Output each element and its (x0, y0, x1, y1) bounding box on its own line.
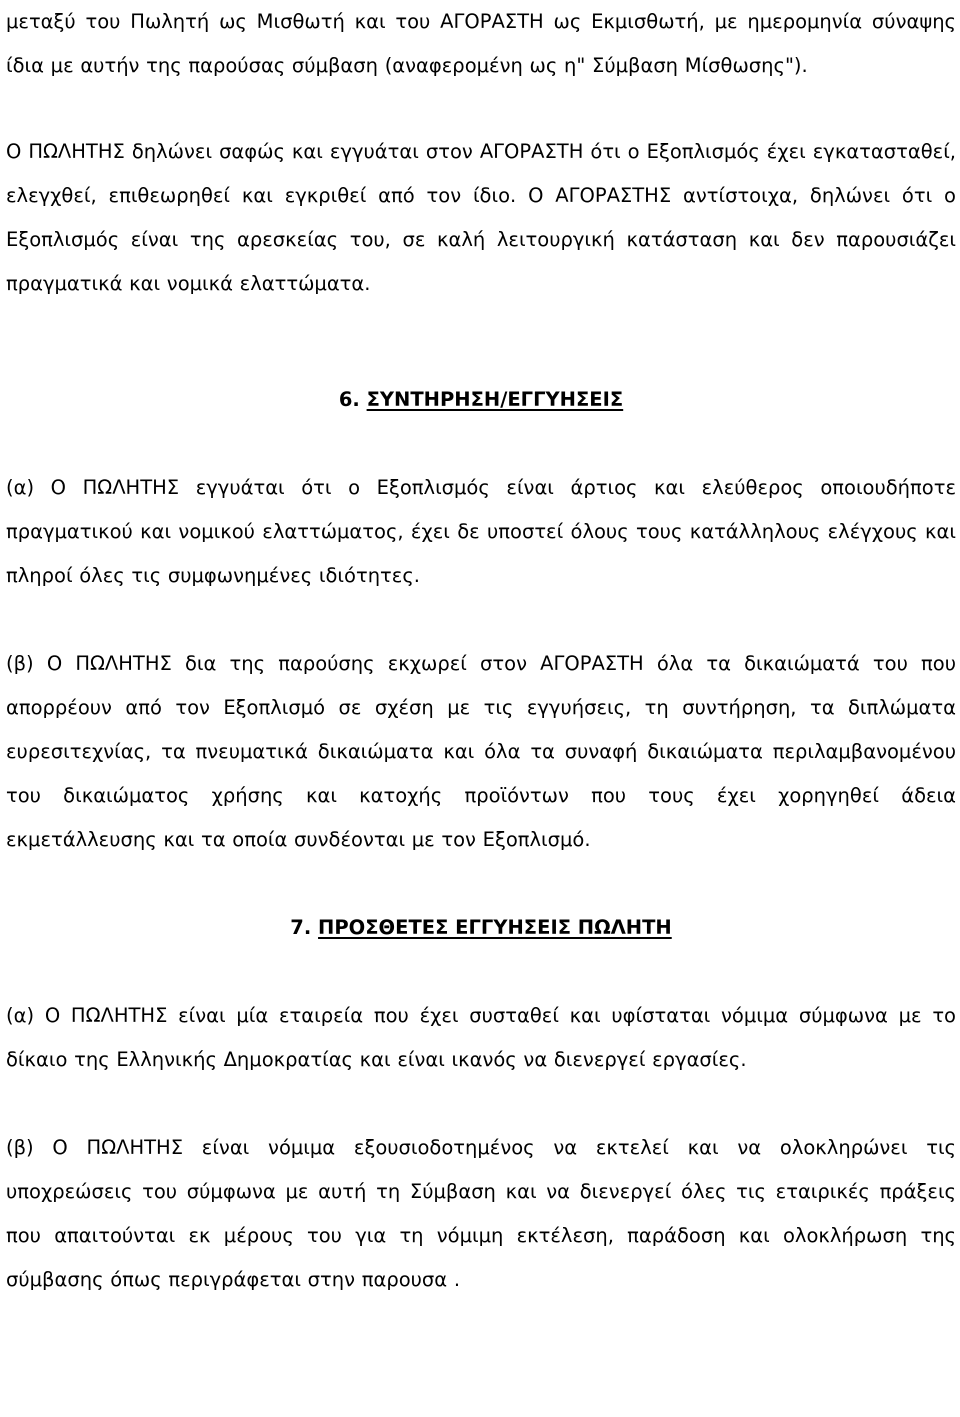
section-6-number: 6. (338, 388, 360, 411)
section-6-paragraph-a: (α) Ο ΠΩΛΗΤΗΣ εγγυάται ότι ο Εξοπλισμός είναι άρτιος και ελεύθερος οποιουδήποτε πραγματικού και νομικού ελαττώματος, έχει δε υποστεί όλους τους κατάλληλους ελέγχους και πληροί όλες τις συμφωνημένες ιδιότητες. (6, 476, 956, 587)
spacer (6, 950, 956, 994)
spacer (6, 88, 956, 132)
section-6-title: ΣΥΝΤΗΡΗΣΗ/ΕΓΓΥΗΣΕΙΣ (366, 388, 624, 411)
spacer (6, 598, 956, 642)
paragraph-declaration: Ο ΠΩΛΗΤΗΣ δηλώνει σαφώς και εγγυάται στον ΑΓΟΡΑΣΤΗ ότι ο Εξοπλισμός έχει εγκατασταθεί, ελεγχθεί, επιθεωρηθεί και εγκριθεί από τον ίδιο. Ο ΑΓΟΡΑΣΤΗΣ αντίστοιχα, δηλώνει ότι ο Εξοπλισμός είναι της αρεσκείας του, σε καλή λειτουργική κατάσταση και δεν παρουσιάζει πραγματικά και νομικά ελαττώματα. (6, 140, 956, 295)
document-page (6, 0, 956, 1302)
section-6-heading (6, 378, 956, 422)
spacer (6, 1082, 956, 1126)
section-6-paragraph-b: (β) Ο ΠΩΛΗΤΗΣ δια της παρούσης εκχωρεί στον ΑΓΟΡΑΣΤΗ όλα τα δικαιώματά του που απορρέουν από τον Εξοπλισμό σε σχέση με τις εγγυήσεις, τη συντήρηση, τα διπλώματα ευρεσιτεχνίας, τα πνευματικά δικαιώματα και όλα τα συναφή δικαιώματα περιλαμβανομένου του δικαιώματος χρήσης και κατοχής προϊόντων που τους έχει χορηγηθεί άδεια εκμετάλλευσης και τα οποία συνδέονται με τον Εξοπλισμό. (6, 652, 956, 851)
section-7-paragraph-a: (α) Ο ΠΩΛΗΤΗΣ είναι μία εταιρεία που έχει συσταθεί και υφίσταται νόμιμα σύμφωνα με το δίκαιο της Ελληνικής Δημοκρατίας και είναι ικανός να διενεργεί εργασίες. (6, 1004, 956, 1071)
section-7-title: ΠΡΟΣΘΕΤΕΣ ΕΓΓΥΗΣΕΙΣ ΠΩΛΗΤΗ (318, 916, 672, 939)
spacer (6, 862, 956, 906)
section-7-heading (6, 906, 956, 950)
paragraph-intro: μεταξύ του Πωλητή ως Μισθωτή και του ΑΓΟΡΑΣΤΗ ως Εκμισθωτή, με ημερομηνία σύναψης ίδια με αυτήν της παρούσας σύμβαση (αναφερομένη ως η" Σύμβαση Μίσθωσης"). (6, 10, 956, 77)
section-7-paragraph-b: (β) Ο ΠΩΛΗΤΗΣ είναι νόμιμα εξουσιοδοτημένος να εκτελεί και να ολοκληρώνει τις υποχρεώσεις του σύμφωνα με αυτή τη Σύμβαση και να διενεργεί όλες τις εταιρικές πράξεις που απαιτούνται εκ μέρους του για τη νόμιμη εκτέλεση, παράδοση και ολοκλήρωση της σύμβασης όπως περιγράφεται στην παρουσα . (6, 1136, 956, 1291)
spacer (6, 422, 956, 466)
spacer (6, 306, 956, 378)
section-7-number: 7. (290, 916, 312, 939)
